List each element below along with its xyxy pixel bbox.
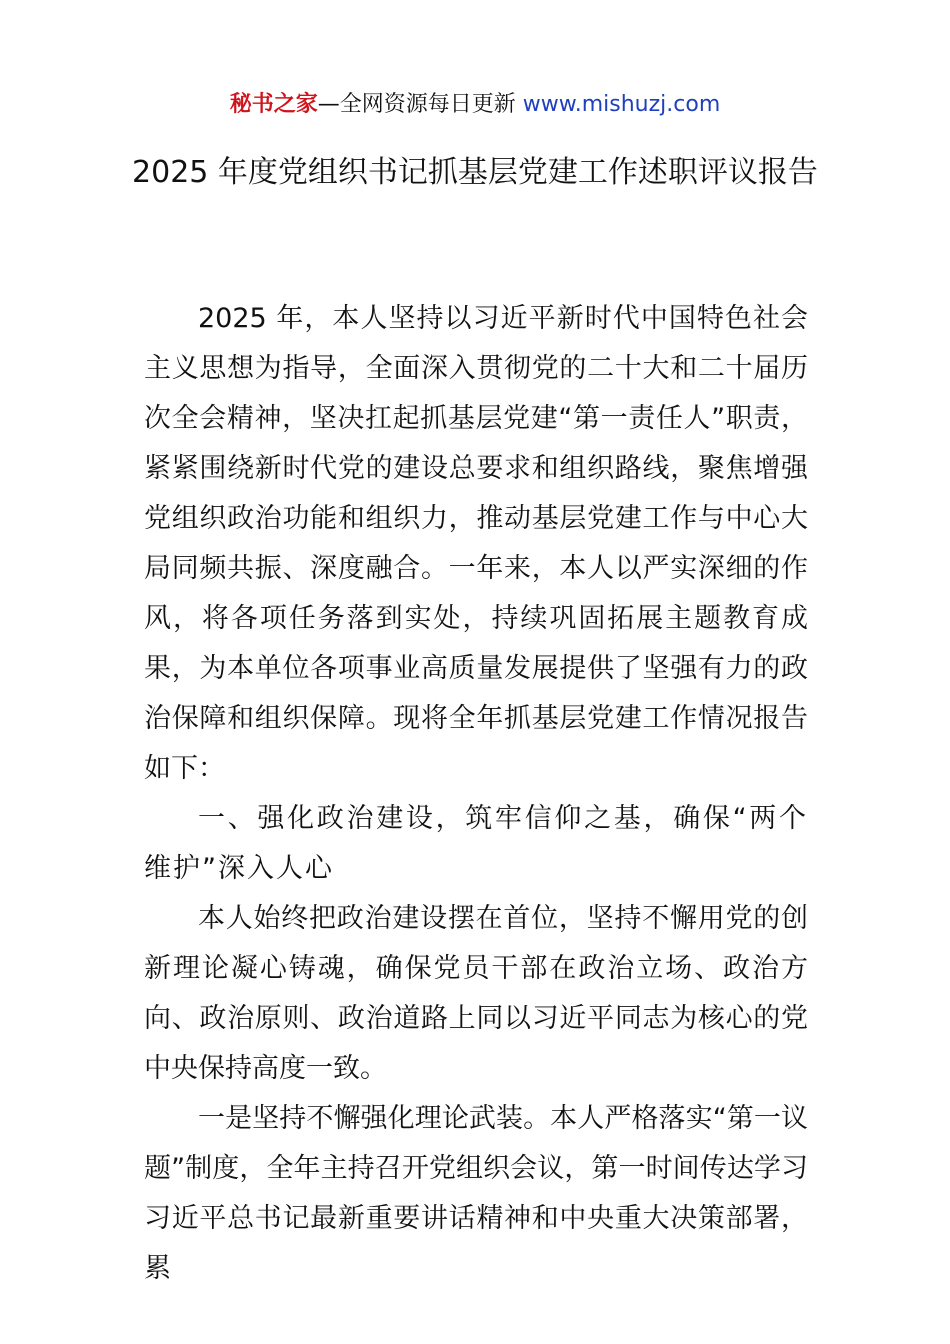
document-body [144, 294, 808, 1294]
paragraph-section-intro: 本人始终把政治建设摆在首位，坚持不懈用党的创新理论凝心铸魂，确保党员干部在政治立场、政治方向、政治原则、政治道路上同以习近平同志为核心的党中央保持高度一致。 [144, 903, 808, 1084]
section-heading: 一、强化政治建设，筑牢信仰之基，确保“两个维护”深入人心 [144, 803, 808, 884]
brand-name: 秘书之家 [229, 92, 318, 117]
header-slogan: 全网资源每日更新 [339, 92, 516, 117]
paragraph-intro: 2025 年，本人坚持以习近平新时代中国特色社会主义思想为指导，全面深入贯彻党的二十大和二十届历次全会精神，坚决扛起抓基层党建“第一责任人”职责，紧紧围绕新时代党的建设总要求和组织路线，聚焦增强党组织政治功能和组织力，推动基层党建工作与中心大局同频共振、深度融合。一年来，本人以严实深细的作风，将各项任务落到实处，持续巩固拓展主题教育成果，为本单位各项事业高质量发展提供了坚强有力的政治保障和组织保障。现将全年抓基层党建工作情况报告如下： [144, 303, 808, 784]
site-header [0, 88, 950, 122]
paragraph-point-one: 一是坚持不懈强化理论武装。本人严格落实“第一议题”制度，全年主持召开党组织会议，第一时间传达学习习近平总书记最新重要讲话精神和中央重大决策部署，累 [144, 1103, 808, 1284]
site-url-link[interactable]: www.mishuzj.com [522, 92, 721, 117]
document-title: 2025 年度党组织书记抓基层党建工作述职评议报告 [132, 155, 818, 190]
header-separator: — [317, 92, 340, 117]
